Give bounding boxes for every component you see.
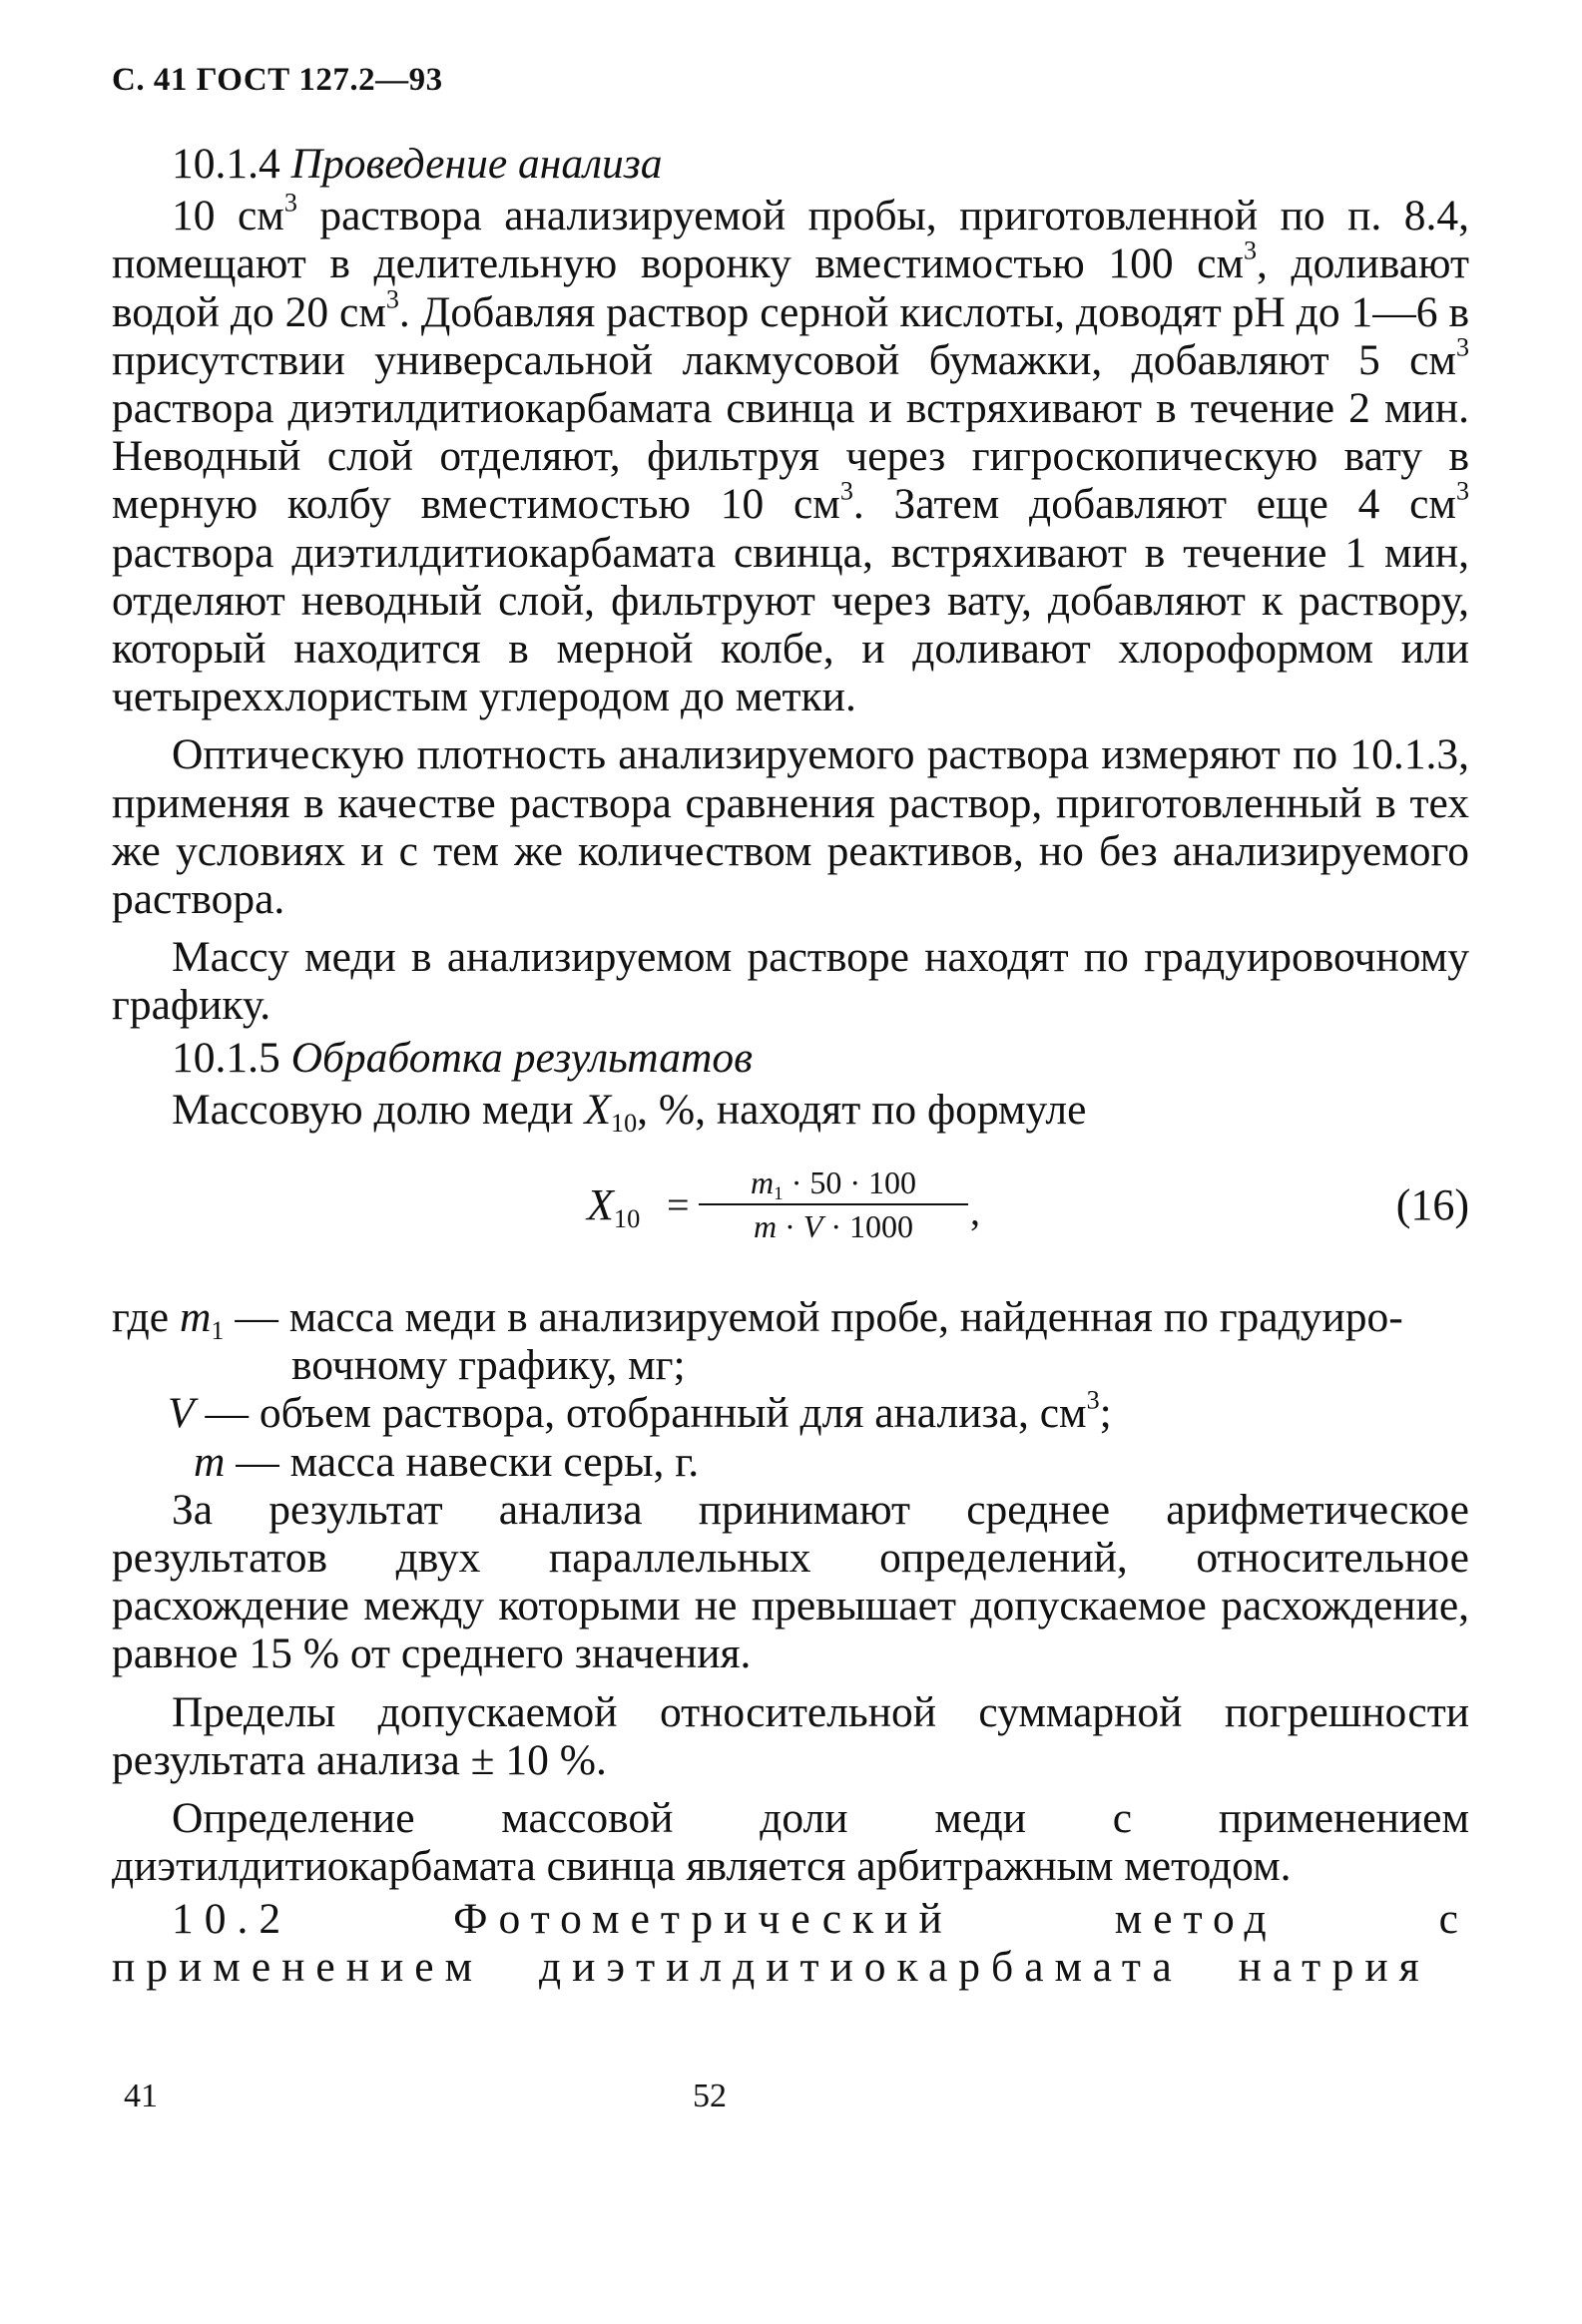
text-run: , %, находят по формуле: [637, 1085, 1087, 1134]
fraction-bar: [699, 1203, 968, 1205]
variable: m: [750, 1164, 775, 1201]
definition-v: [112, 1386, 1469, 1438]
formula-comma: ,: [970, 1188, 980, 1234]
text-run: — масса меди в анализируемой пробе, найденная по градуиро-: [224, 1293, 1403, 1342]
text-run: раствора анализируемой пробы, приготовленной по п. 8.4, помещают в делительную воронку вместимостью 100 см: [112, 192, 1469, 288]
paragraph-optical-density: Оптическую плотность анализируемого раствора измеряют по 10.1.3, применяя в качестве раствора сравнения раствор, приготовленный в тех же условиях и с тем же количеством реактивов, но без анализируемого раствора.: [112, 730, 1469, 924]
variable-definitions: [112, 1293, 1469, 1486]
subscript: 1: [774, 1182, 784, 1204]
section-number: 10.2: [172, 1894, 292, 1943]
equals-sign: =: [667, 1182, 690, 1228]
subscript: 1: [211, 1315, 225, 1345]
superscript: 3: [1086, 1386, 1100, 1416]
section-title: Обработка результатов: [290, 1033, 754, 1082]
superscript: 3: [385, 284, 399, 314]
definition-m1: [112, 1293, 1469, 1345]
text-run: · 1000: [822, 1208, 913, 1245]
text-run: где: [112, 1293, 180, 1342]
variable: X: [584, 1085, 612, 1134]
definition-m: [112, 1438, 1469, 1486]
paragraph-error-limits: Пределы допускаемой относительной суммарной погрешности результата анализа ± 10 %.: [112, 1687, 1469, 1784]
paragraph-result: За результат анализа принимают среднее арифметическое результатов двух параллельных определений, относительное расхождение между которыми не превышает допускаемое расхождение, равное 15 % от среднего значения.: [112, 1485, 1469, 1678]
section-title: Проведение анализа: [290, 140, 663, 188]
variable: m: [180, 1293, 212, 1342]
section-10-1-4-heading: [112, 140, 1469, 188]
subscript: 10: [611, 1108, 638, 1138]
superscript: 3: [1244, 236, 1258, 266]
fraction-denominator: [699, 1207, 968, 1245]
text-run: раствора диэтилдитиокарбамата свинца и встряхивают в течение 2 мин. Неводный слой отделяют, фильтруя через гигроскопическую вату в мерную колбу вместимостью 10 см: [112, 384, 1469, 529]
variable: m: [194, 1437, 226, 1486]
text-run: . Затем добавляют еще 4 см: [852, 480, 1456, 529]
formula-number: (16): [1395, 1180, 1469, 1230]
superscript: 3: [1455, 477, 1469, 507]
section-title: Фотометрический метод с применением диэтилдитиокарбамата натрия: [112, 1894, 1469, 1991]
formula-lhs: [587, 1180, 641, 1233]
section-number: 10.1.4: [172, 140, 280, 188]
footer-page-left: 41: [124, 2078, 158, 2114]
paragraph-copper-mass: Массу меди в анализируемом растворе находят по градуировочному графику.: [112, 933, 1469, 1030]
superscript: 3: [839, 477, 853, 507]
page-header: С. 41 ГОСТ 127.2—93: [112, 62, 443, 98]
text-run: раствора диэтилдитиокарбамата свинца, встряхивают в течение 1 мин, отделяют неводный слой, фильтруют через вату, добавляют к раствору, который находится в мерной колбе, и доливают хлороформом или четыреххлористым углеродом до метки.: [112, 528, 1469, 721]
section-10-2-heading: [112, 1895, 1469, 1991]
fraction-numerator: [699, 1163, 968, 1204]
variable: m: [754, 1208, 778, 1245]
superscript: 3: [1455, 332, 1469, 362]
variable: V: [802, 1208, 823, 1245]
superscript: 3: [283, 188, 297, 218]
text-run: Массовую долю меди: [172, 1085, 585, 1134]
paragraph-formula-intro: [112, 1085, 1469, 1138]
text-run: . Добавляя раствор серной кислоты, доводят pH до 1—6 в присутствии универсальной лакмусовой бумажки, добавляют 5 см: [112, 287, 1469, 384]
text-run: , доливают водой до 20 см: [112, 239, 1469, 336]
section-10-1-5-heading: [112, 1034, 1469, 1082]
variable: X: [587, 1180, 614, 1230]
paragraph-arbitration: Определение массовой доли меди с применением диэтилдитиокарбамата свинца является арбитражным методом.: [112, 1794, 1469, 1891]
footer-page-center: 52: [693, 2078, 727, 2114]
formula-fraction: [699, 1163, 968, 1245]
section-number: 10.1.5: [172, 1033, 280, 1082]
text-run: — объем раствора, отобранный для анализа, см: [194, 1389, 1087, 1438]
text-run: ;: [1099, 1389, 1112, 1438]
paragraph-procedure: [112, 188, 1469, 721]
subscript: 10: [613, 1202, 641, 1233]
formula-16: [112, 1154, 1469, 1263]
variable: V: [168, 1389, 195, 1438]
text-run: · 50 · 100: [783, 1164, 916, 1201]
definition-m1-continuation: вочному графику, мг;: [291, 1341, 686, 1390]
text-run: ·: [777, 1208, 803, 1245]
text-run: — масса навески серы, г.: [225, 1437, 700, 1486]
document-body: [112, 140, 1469, 1991]
text-run: 10 см: [172, 192, 284, 240]
